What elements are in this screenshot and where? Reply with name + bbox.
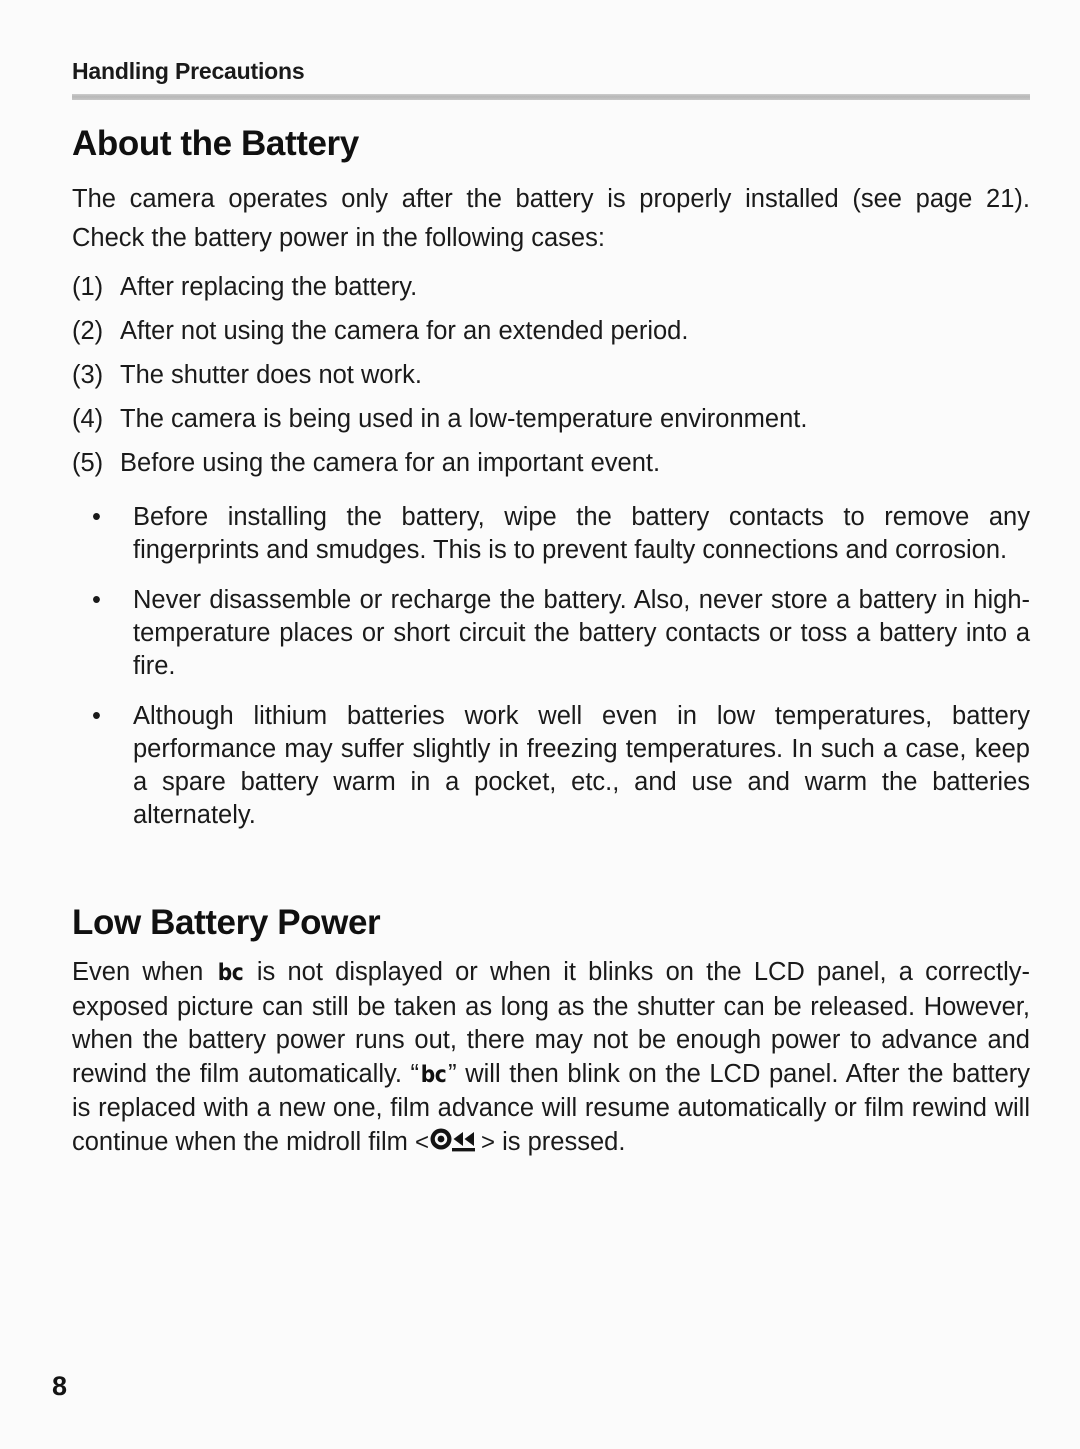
- list-item: [72, 444, 1030, 483]
- battery-handling-bullets: [72, 501, 1030, 832]
- angle-bracket-open: <: [415, 1128, 430, 1156]
- list-item-number: (1): [72, 272, 104, 301]
- battery-check-cases-list: [72, 268, 1030, 483]
- list-item-number: (2): [72, 316, 104, 345]
- midroll-film-rewind-symbol-group: [415, 1126, 495, 1164]
- section-title-about-the-battery: About the Battery: [72, 124, 359, 163]
- list-item: [72, 312, 1030, 351]
- list-item: [92, 501, 1030, 567]
- list-item-text: Before using the camera for an important event.: [120, 448, 661, 477]
- paragraph-text-part4: is pressed.: [495, 1127, 626, 1156]
- paragraph-text-part2: is not displayed or when it blinks on the LCD panel, a correctly-exposed picture can still be taken as long as the shutter can be released. However, when the battery power runs out, there may not be enough power to advance and rewind the film automatically. “: [72, 958, 1030, 1088]
- section-title-low-battery-power: Low Battery Power: [72, 902, 381, 942]
- list-item-text: Although lithium batteries work well even in low temperatures, battery performance may suffer slightly in freezing temperatures. In such a case, keep a spare battery warm in a pocket, etc., and use and warm the batteries alternately.: [133, 701, 1030, 829]
- list-item-text: Never disassemble or recharge the battery. Also, never store a battery in high-temperature places or short circuit the battery contacts or toss a battery into a fire.: [133, 585, 1030, 680]
- running-head: Handling Precautions: [72, 58, 305, 84]
- battery-check-lcd-icon: bc: [420, 1061, 447, 1088]
- page-content: [72, 125, 1030, 1163]
- list-item: [92, 700, 1030, 832]
- battery-check-lcd-icon: bc: [217, 960, 243, 986]
- list-item-text: Before installing the battery, wipe the battery contacts to remove any fingerprints and smudges. This is to prevent faulty connections and corrosion.: [133, 502, 1030, 564]
- page-number: 8: [52, 1371, 68, 1401]
- list-item-text: The camera is being used in a low-temperature environment.: [120, 404, 808, 433]
- low-battery-power-paragraph: [72, 956, 1030, 1163]
- header-divider-rule: [72, 94, 1030, 100]
- list-item-text: The shutter does not work.: [120, 360, 422, 389]
- paragraph-text-part3: ” will then blink on the LCD panel. After the battery is replaced with a new one, film advance will resume automatically or film rewind will continue when the midroll film: [72, 1059, 1031, 1156]
- list-item: [72, 356, 1030, 395]
- paragraph-text-part1: Even when: [72, 958, 216, 986]
- list-item: [72, 268, 1030, 307]
- angle-bracket-close: >: [481, 1128, 496, 1156]
- list-item-number: (4): [72, 404, 104, 433]
- list-item-text: After replacing the battery.: [120, 272, 418, 301]
- bullet-icon: •: [92, 502, 101, 531]
- bullet-icon: •: [92, 585, 101, 614]
- list-item: [72, 400, 1030, 439]
- list-item-number: (5): [72, 448, 104, 477]
- midroll-film-rewind-icon: [430, 1128, 480, 1164]
- list-item: [92, 584, 1030, 683]
- list-item-number: (3): [72, 360, 104, 389]
- intro-paragraph: The camera operates only after the battery is properly installed (see page 21). Check the battery power in the following cases:: [72, 184, 1030, 252]
- bullet-icon: •: [92, 701, 101, 730]
- list-item-text: After not using the camera for an extended period.: [120, 316, 689, 345]
